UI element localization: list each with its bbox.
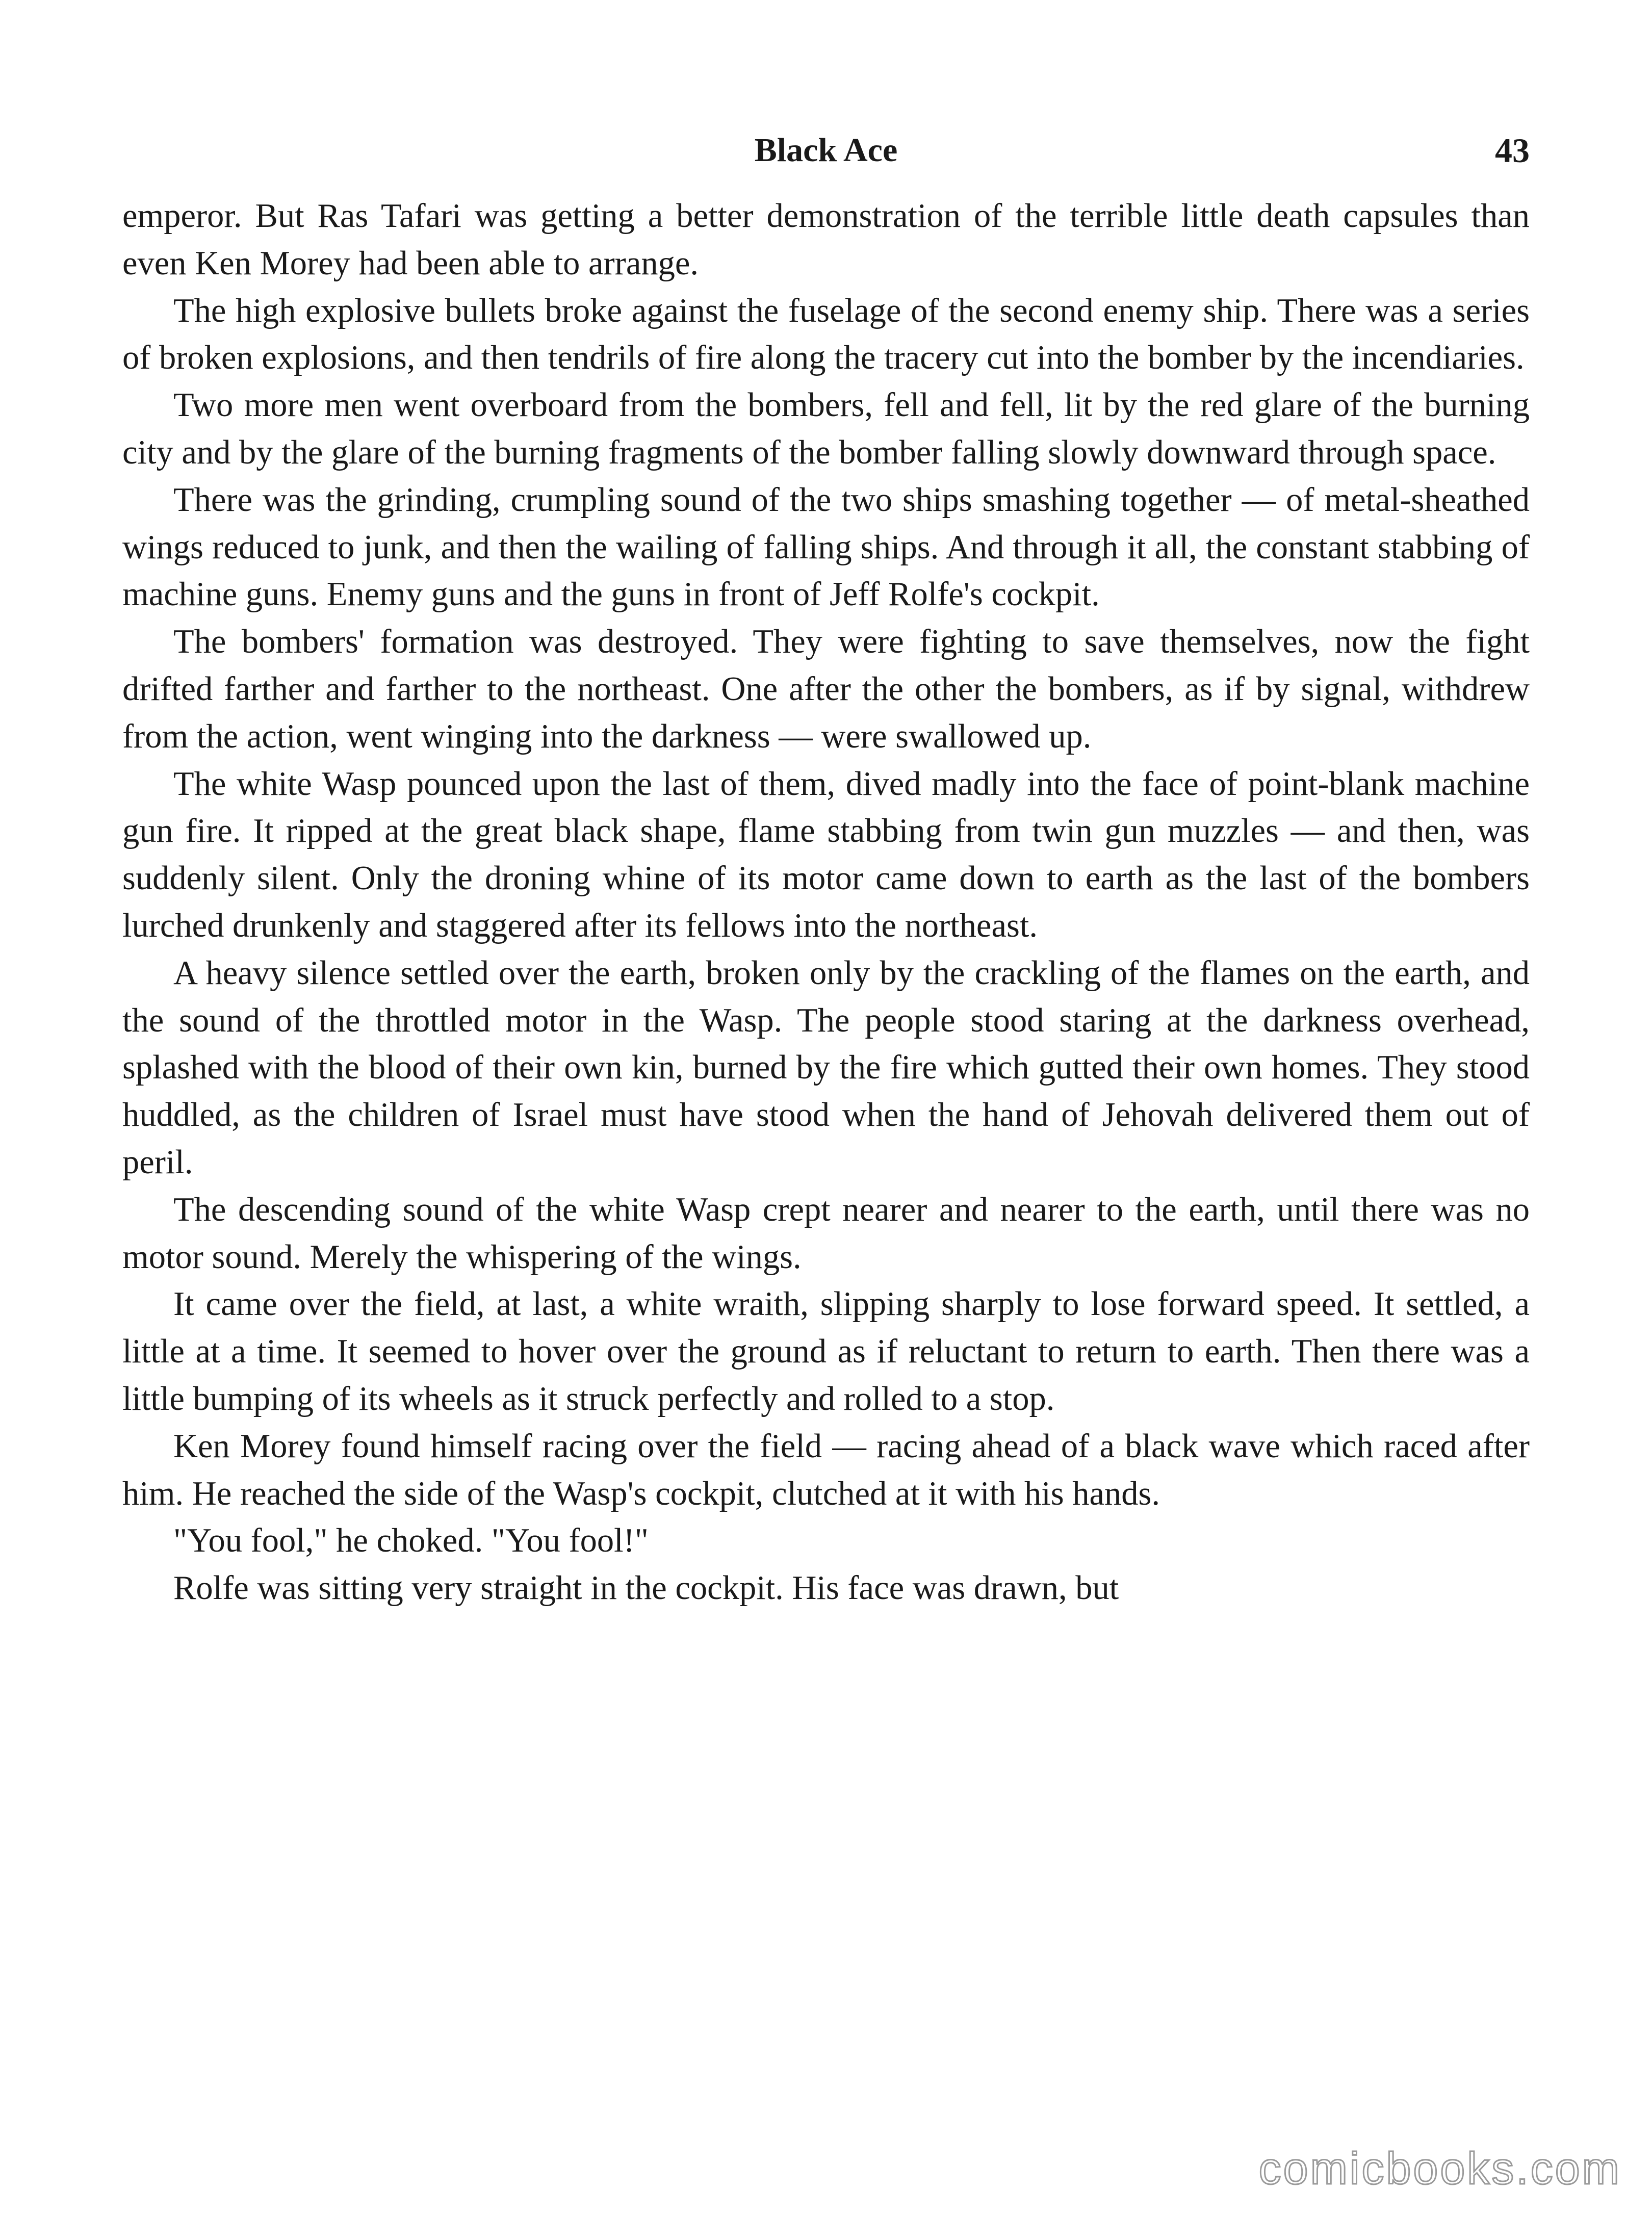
paragraph-4: There was the grinding, crumpling sound of the two ships smashing together — of metal-sheathed wings reduced to junk, and then the wailing of falling ships. And through it all, the constant stabbing of machine guns. Enemy guns and the guns in front of Jeff Rolfe's cockpit. xyxy=(122,481,1530,613)
paragraph-1: emperor. But Ras Tafari was getting a better demonstration of the terrible little death capsules than even Ken Morey had been able to arrange. xyxy=(122,197,1530,282)
watermark: comicbooks.com xyxy=(1258,2143,1621,2194)
paragraph-10: Ken Morey found himself racing over the field — racing ahead of a black wave which raced after him. He reached the side of the Wasp's cockpit, clutched at it with his hands. xyxy=(122,1427,1530,1512)
running-header xyxy=(122,122,1530,178)
paragraph-12: Rolfe was sitting very straight in the cockpit. His face was drawn, but xyxy=(173,1569,1119,1607)
body-text xyxy=(122,193,1530,1612)
paragraph-3: Two more men went overboard from the bombers, fell and fell, lit by the red glare of the burning city and by the glare of the burning fragments of the bomber falling slowly downward through space. xyxy=(122,386,1530,471)
paragraph-11: "You fool," he choked. "You fool!" xyxy=(173,1522,649,1560)
paragraph-9: It came over the field, at last, a white wraith, slipping sharply to lose forward speed. It settled, a little at a time. It seemed to hover over the ground as if reluctant to return to earth. Then there was a little bumping of its wheels as it struck perfectly and rolled to a stop. xyxy=(122,1285,1530,1417)
page-number: 43 xyxy=(1495,131,1530,170)
paragraph-5: The bombers' formation was destroyed. They were fighting to save themselves, now the fight drifted farther and farther to the northeast. One after the other the bombers, as if by signal, withdrew from the action, went winging into the darkness — were swallowed up. xyxy=(122,623,1530,755)
running-title: Black Ace xyxy=(754,132,898,169)
paragraph-2: The high explosive bullets broke against the fuselage of the second enemy ship. There was a series of broken explosions, and then tendrils of fire along the tracery cut into the bomber by the incendiaries. xyxy=(122,292,1530,377)
paragraph-7: A heavy silence settled over the earth, broken only by the crackling of the flames on the earth, and the sound of the throttled motor in the Wasp. The people stood staring at the darkness overhead, splashed with the blood of their own kin, burned by the fire which gutted their own homes. They stood huddled, as the children of Israel must have stood when the hand of Jehovah delivered them out of peril. xyxy=(122,954,1530,1181)
paragraph-8: The descending sound of the white Wasp crept nearer and nearer to the earth, until there was no motor sound. Merely the whispering of the wings. xyxy=(122,1191,1530,1276)
paragraph-6: The white Wasp pounced upon the last of them, dived madly into the face of point-blank machine gun fire. It ripped at the great black shape, flame stabbing from twin gun muzzles — and then, was suddenly silent. Only the droning whine of its motor came down to earth as the last of the bombers lurched drunkenly and staggered after its fellows into the northeast. xyxy=(122,765,1530,944)
